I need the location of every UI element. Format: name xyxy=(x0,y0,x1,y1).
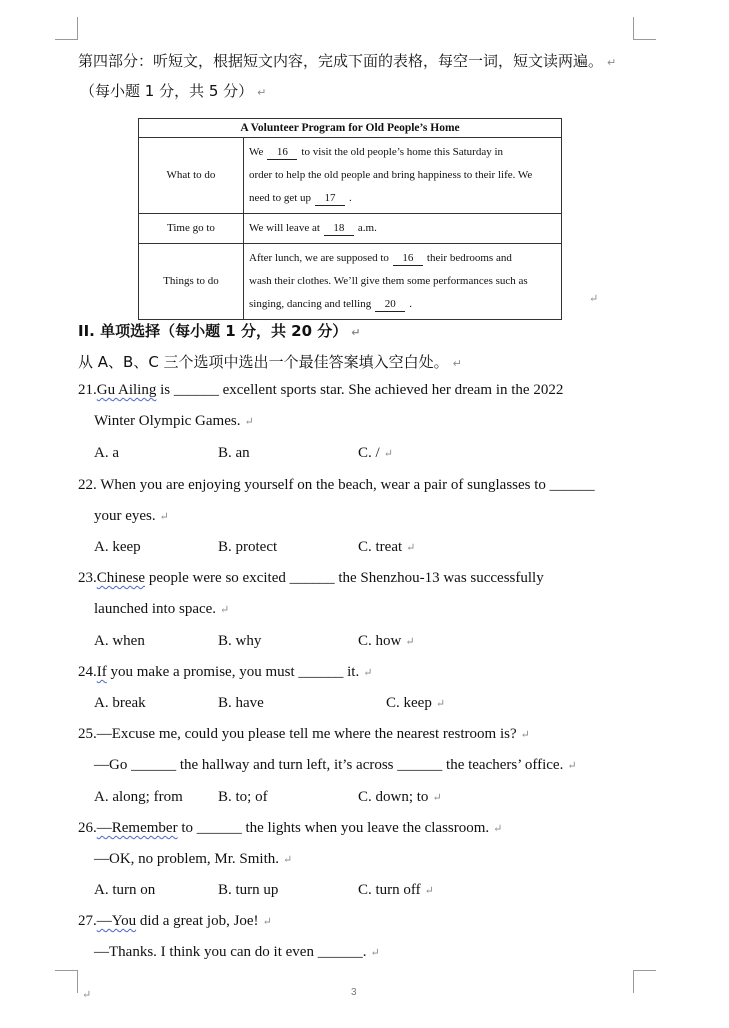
table-row xyxy=(139,244,562,320)
option-a[interactable]: A. along; from xyxy=(94,789,183,805)
volunteer-program-table xyxy=(138,118,562,320)
question-number: 27. xyxy=(78,913,97,929)
option-b[interactable]: B. to; of xyxy=(218,789,268,805)
question-number: 25. xyxy=(78,726,97,742)
section2-heading xyxy=(78,320,361,341)
question-27-line-1 xyxy=(78,913,272,930)
row-label: Time go to xyxy=(139,214,244,244)
question-24-line-1 xyxy=(78,664,372,681)
question-text: people were so excited ______ the Shenzhou-13 was successfully xyxy=(145,570,544,586)
paragraph-mark-icon: ↵ xyxy=(351,326,361,339)
cell-text: need to get up xyxy=(249,192,312,204)
question-text: Gu Ailing xyxy=(96,382,157,398)
paragraph-mark-icon: ↵ xyxy=(405,636,415,648)
option-c[interactable]: C. down; to ↵ xyxy=(358,789,442,805)
question-26-line-2 xyxy=(94,851,292,868)
page-number: 3 xyxy=(351,987,357,998)
answer-blank[interactable]: 16 xyxy=(393,251,423,266)
paragraph-mark-icon: ↵ xyxy=(383,448,393,460)
crop-mark-top-right xyxy=(633,17,656,40)
question-text: —Excuse me, could you please tell me where the nearest restroom is? xyxy=(96,726,517,742)
question-text: —Thanks. I think you can do it even ______. xyxy=(94,944,367,960)
question-number: 26. xyxy=(78,820,97,836)
paragraph-mark-icon: ↵ xyxy=(432,792,442,804)
question-22-line-1 xyxy=(78,477,595,494)
question-text: When you are enjoying yourself on the beach, wear a pair of sunglasses to ______ xyxy=(96,477,595,493)
question-25-line-1 xyxy=(78,726,530,743)
question-text: Winter Olympic Games. xyxy=(94,413,241,429)
option-c[interactable]: C. how ↵ xyxy=(358,633,415,649)
paragraph-mark-icon: ↵ xyxy=(452,357,462,370)
option-b[interactable]: B. have xyxy=(218,695,264,711)
question-text: Chinese xyxy=(96,570,146,586)
question-number: 23. xyxy=(78,570,97,586)
option-a[interactable]: A. keep xyxy=(94,539,141,555)
option-c[interactable]: C. turn off ↵ xyxy=(358,882,434,898)
cell-text: singing, dancing and telling xyxy=(249,298,372,310)
paragraph-mark-icon: ↵ xyxy=(567,760,577,772)
question-27-line-2 xyxy=(94,944,380,961)
answer-blank[interactable]: 16 xyxy=(267,145,297,160)
question-text: If xyxy=(96,664,107,680)
question-23-line-2 xyxy=(94,601,229,618)
question-text: is ______ excellent sports star. She achieved her dream in the 2022 xyxy=(156,382,564,398)
question-number: 24. xyxy=(78,664,97,680)
question-number: 21. xyxy=(78,382,97,398)
option-a[interactable]: A. break xyxy=(94,695,146,711)
section2-instruction-text: 从 A、B、C 三个选项中选出一个最佳答案填入空白处。 xyxy=(78,353,449,371)
question-text: —Go ______ the hallway and turn left, it’s across ______ the teachers’ office. xyxy=(94,757,564,773)
cell-text: . xyxy=(409,298,412,310)
cell-text: their bedrooms and xyxy=(426,252,512,264)
question-text: to ______ the lights when you leave the classroom. xyxy=(177,820,490,836)
cell-text: order to help the old people and bring happiness to their life. We xyxy=(249,169,533,181)
row-content xyxy=(244,138,562,214)
crop-mark-top-left xyxy=(55,17,78,40)
section2-heading-text: II. 单项选择（每小题 1 分，共 20 分） xyxy=(78,322,348,340)
option-b[interactable]: B. protect xyxy=(218,539,278,555)
option-a[interactable]: A. turn on xyxy=(94,882,156,898)
paragraph-mark-icon: ↵ xyxy=(283,854,293,866)
paragraph-mark-icon: ↵ xyxy=(244,416,254,428)
question-text: launched into space. xyxy=(94,601,217,617)
crop-mark-bottom-right xyxy=(633,970,656,993)
paragraph-mark-icon: ↵ xyxy=(607,56,617,69)
option-b[interactable]: B. why xyxy=(218,633,262,649)
option-b[interactable]: B. an xyxy=(218,445,250,461)
question-text: —Remember xyxy=(96,820,178,836)
paragraph-mark-icon: ↵ xyxy=(520,729,530,741)
answer-blank[interactable]: 18 xyxy=(324,221,354,236)
option-b[interactable]: B. turn up xyxy=(218,882,279,898)
answer-blank[interactable]: 20 xyxy=(375,297,405,312)
part4-points-text: （每小题 1 分，共 5 分） xyxy=(80,82,254,100)
row-content xyxy=(244,244,562,320)
question-25-line-2 xyxy=(94,757,577,774)
paragraph-mark-icon: ↵ xyxy=(363,667,373,679)
paragraph-mark-icon: ↵ xyxy=(435,698,446,710)
paragraph-mark-icon: ↵ xyxy=(220,604,230,616)
paragraph-mark-icon: ↵ xyxy=(370,947,380,959)
cell-text: We xyxy=(249,146,264,158)
paragraph-mark-icon: ↵ xyxy=(424,885,434,897)
option-a[interactable]: A. a xyxy=(94,445,119,461)
answer-blank[interactable]: 17 xyxy=(315,191,345,206)
cell-text: wash their clothes. We’ll give them some performances such as xyxy=(249,275,528,287)
question-number: 22. xyxy=(78,477,97,493)
section2-instruction xyxy=(78,351,462,372)
cell-text: to visit the old people’s home this Saturday in xyxy=(301,146,504,158)
cell-text: . xyxy=(349,192,352,204)
option-c[interactable]: C. / ↵ xyxy=(358,445,393,461)
option-a[interactable]: A. when xyxy=(94,633,145,649)
paragraph-mark-icon: ↵ xyxy=(82,989,92,1001)
row-label: Things to do xyxy=(139,244,244,320)
part4-heading xyxy=(78,50,616,71)
paragraph-mark-icon: ↵ xyxy=(406,542,416,554)
question-26-line-1 xyxy=(78,820,502,837)
paragraph-mark-icon: ↵ xyxy=(589,293,599,305)
question-22-line-2 xyxy=(94,508,169,525)
cell-text: After lunch, we are supposed to xyxy=(249,252,389,264)
row-content xyxy=(244,214,562,244)
table-title: A Volunteer Program for Old People’s Home xyxy=(139,119,562,138)
question-21-line-2 xyxy=(94,413,254,430)
cell-text: We will leave at xyxy=(249,222,320,234)
question-23-line-1 xyxy=(78,570,544,587)
crop-mark-bottom-left xyxy=(55,970,78,993)
paragraph-mark-icon: ↵ xyxy=(262,916,272,928)
table-row xyxy=(139,214,562,244)
part4-points xyxy=(80,80,266,101)
question-text: you make a promise, you must ______ it. xyxy=(106,664,360,680)
paragraph-mark-icon: ↵ xyxy=(257,86,267,99)
question-text: did a great job, Joe! xyxy=(136,913,259,929)
question-text: —OK, no problem, Mr. Smith. xyxy=(94,851,280,867)
table-row xyxy=(139,138,562,214)
part4-heading-text: 第四部分：听短文，根据短文内容，完成下面的表格，每空一词，短文读两遍。 xyxy=(78,52,604,70)
question-21-line-1 xyxy=(78,382,563,399)
paragraph-mark-icon: ↵ xyxy=(159,511,169,523)
question-text: your eyes. xyxy=(94,508,156,524)
row-label: What to do xyxy=(139,138,244,214)
option-c[interactable]: C. keep ↵ xyxy=(386,695,446,711)
cell-text: a.m. xyxy=(357,222,377,234)
question-text: —You xyxy=(96,913,137,929)
paragraph-mark-icon: ↵ xyxy=(493,823,503,835)
option-c[interactable]: C. treat ↵ xyxy=(358,539,416,555)
